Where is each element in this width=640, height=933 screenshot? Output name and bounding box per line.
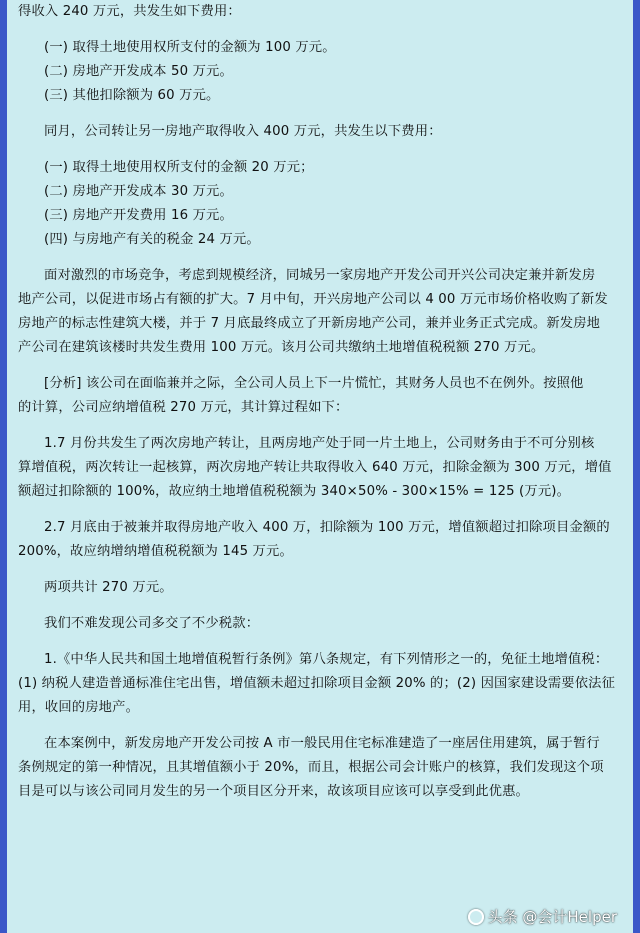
text-line: 的计算，公司应纳增值税 270 万元，其计算过程如下： bbox=[18, 400, 349, 415]
text-line: 用，收回的房地产。 bbox=[18, 700, 140, 715]
text-line: 同月，公司转让另一房地产取得收入 400 万元，共发生以下费用： bbox=[44, 124, 442, 139]
text-line: 地产公司，以促进市场占有额的扩大。7 月中旬，开兴房地产公司以 4 00 万元市场价格收购了新发 bbox=[18, 292, 608, 307]
text-line: 1.7 月份共发生了两次房地产转让，且两房地产处于同一片土地上，公司财务由于不可分别核 bbox=[44, 436, 595, 451]
text-line: 算增值税，两次转让一起核算，两次房地产转让共取得收入 640 万元，扣除金额为 300 万元，增值 bbox=[18, 460, 612, 475]
text-line: 面对激烈的市场竞争，考虑到规模经济，同城另一家房地产开发公司开兴公司决定兼并新发房 bbox=[44, 268, 596, 283]
text-line: 200%，故应纳增纳增值税税额为 145 万元。 bbox=[18, 544, 293, 559]
text-line: (一) 取得土地使用权所支付的金额为 100 万元。 bbox=[44, 40, 336, 55]
text-line: 额超过扣除额的 100%，故应纳土地增值税税额为 340×50% - 300×15% = 125 (万元)。 bbox=[18, 484, 571, 499]
text-line: (四) 与房地产有关的税金 24 万元。 bbox=[44, 232, 260, 247]
text-line: 产公司在建筑该楼时共发生费用 100 万元。该月公司共缴纳土地增值税税额 270 万元。 bbox=[18, 340, 545, 355]
text-line: 两项共计 270 万元。 bbox=[44, 580, 173, 595]
text-line: (一) 取得土地使用权所支付的金额 20 万元； bbox=[44, 160, 314, 175]
text-line: (三) 其他扣除额为 60 万元。 bbox=[44, 88, 220, 103]
text-line: (三) 房地产开发费用 16 万元。 bbox=[44, 208, 233, 223]
text-line: (二) 房地产开发成本 30 万元。 bbox=[44, 184, 233, 199]
text-line: (1) 纳税人建造普通标准住宅出售，增值额未超过扣除项目金额 20% 的；(2) 因国家建设需要依法征 bbox=[18, 676, 616, 691]
text-line: [分析] 该公司在面临兼并之际，全公司人员上下一片慌忙，其财务人员也不在例外。按照他 bbox=[44, 376, 584, 391]
text-line: 2.7 月底由于被兼并取得房地产收入 400 万，扣除额为 100 万元，增值额超过扣除项目金额的 bbox=[44, 520, 610, 535]
text-line: 得收入 240 万元，共发生如下费用： bbox=[18, 4, 241, 19]
text-line: 条例规定的第一种情况，且其增值额小于 20%，而且，根据公司会计账户的核算，我们发现这个项 bbox=[18, 760, 604, 775]
text-line: (二) 房地产开发成本 50 万元。 bbox=[44, 64, 233, 79]
text-line: 房地产的标志性建筑大楼，并于 7 月底最终成立了开新房地产公司，兼并业务正式完成。新发房地 bbox=[18, 316, 601, 331]
text-line: 目是可以与该公司同月发生的另一个项目区分开来，故该项目应该可以享受到此优惠。 bbox=[18, 784, 529, 799]
article-body bbox=[7, 0, 633, 804]
watermark-text: 头条 @会计Helper bbox=[487, 908, 617, 926]
text-line: 1.《中华人民共和国土地增值税暂行条例》第八条规定，有下列情形之一的，免征土地增值税： bbox=[44, 652, 609, 667]
watermark bbox=[468, 906, 617, 927]
text-line: 在本案例中，新发房地产开发公司按 A 市一般民用住宅标准建造了一座居住用建筑，属于暂行 bbox=[44, 736, 600, 751]
toutiao-logo-icon bbox=[468, 909, 484, 925]
text-line: 我们不难发现公司多交了不少税款： bbox=[44, 616, 260, 631]
